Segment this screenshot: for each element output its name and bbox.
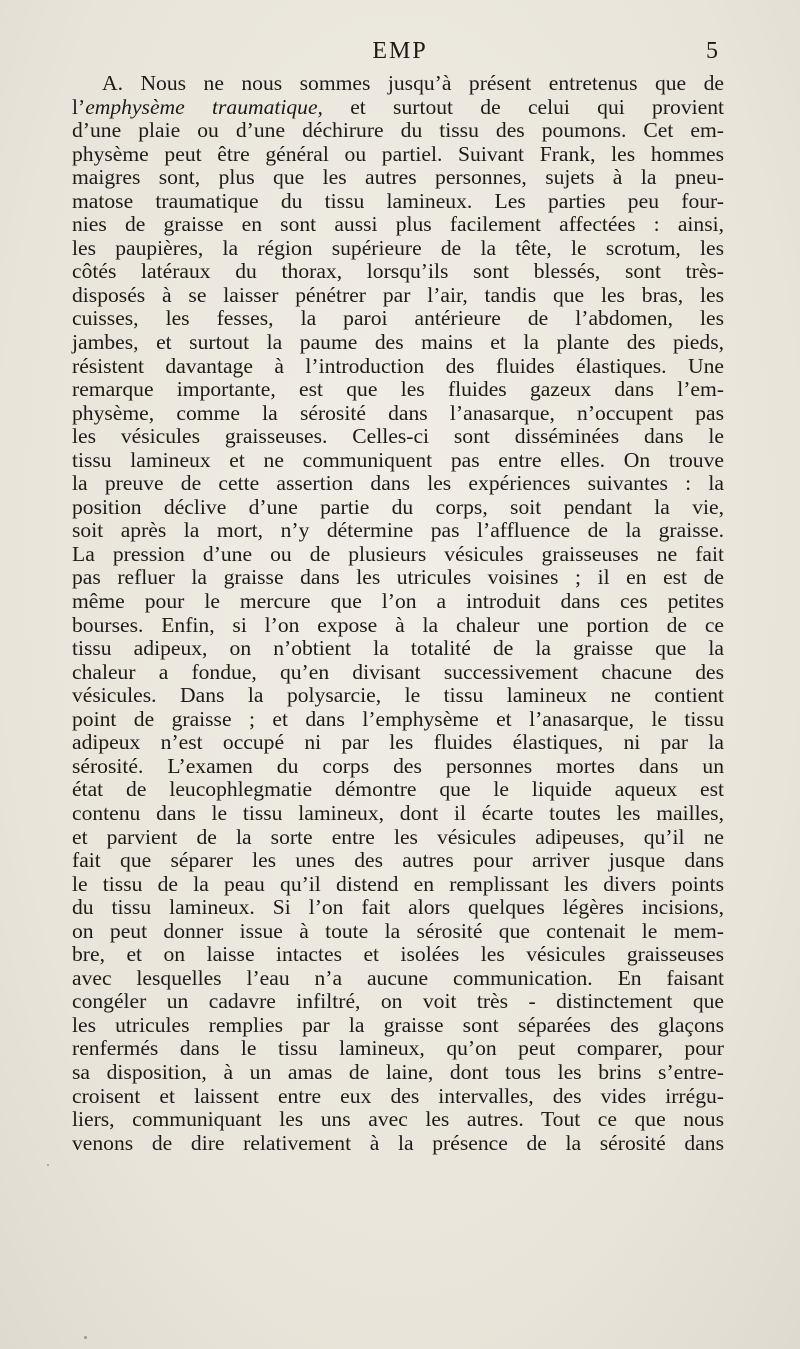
text-line bbox=[72, 590, 724, 614]
text-run: le tissu de la peau qu’il distend en remplissant les divers points bbox=[72, 871, 724, 896]
page-number: 5 bbox=[706, 38, 718, 64]
text-line bbox=[72, 331, 724, 355]
text-line bbox=[72, 260, 724, 284]
text-run: résistent davantage à l’introduction des fluides élastiques. Une bbox=[72, 353, 724, 378]
text-run: les utricules remplies par la graisse sont séparées des glaçons bbox=[72, 1012, 724, 1037]
text-run: nies de graisse en sont aussi plus facilement affectées : ainsi, bbox=[72, 212, 724, 237]
text-line bbox=[72, 355, 724, 379]
text-line bbox=[72, 873, 724, 897]
text-line bbox=[72, 614, 724, 638]
text-run: croisent et laissent entre eux des intervalles, des vides irrégu- bbox=[72, 1083, 724, 1108]
text-line bbox=[72, 1061, 724, 1085]
text-run: état de leucophlegmatie démontre que le liquide aqueux est bbox=[72, 777, 724, 802]
text-line bbox=[72, 402, 724, 426]
running-header bbox=[0, 38, 800, 68]
text-run: venons de dire relativement à la présence de la sérosité dans bbox=[72, 1130, 724, 1155]
text-line bbox=[72, 826, 724, 850]
running-head-title: EMP bbox=[372, 38, 428, 64]
text-line bbox=[72, 1132, 724, 1156]
text-line bbox=[72, 802, 724, 826]
text-line bbox=[72, 896, 724, 920]
text-run: d’une plaie ou d’une déchirure du tissu des poumons. Cet em- bbox=[72, 118, 724, 143]
text-run: bre, et on laisse intactes et isolées les vésicules graisseuses bbox=[72, 942, 724, 967]
text-run: les paupières, la région supérieure de la tête, le scrotum, les bbox=[72, 235, 724, 260]
text-run: disposés à se laisser pénétrer par l’air, tandis que les bras, les bbox=[72, 282, 724, 307]
text-line bbox=[72, 1014, 724, 1038]
text-line bbox=[72, 684, 724, 708]
text-run: adipeux n’est occupé ni par les fluides élastiques, ni par la bbox=[72, 730, 724, 755]
text-run: l’ bbox=[72, 94, 86, 119]
text-line bbox=[72, 496, 724, 520]
text-line bbox=[72, 920, 724, 944]
text-run: sérosité. L’examen du corps des personnes mortes dans un bbox=[72, 753, 724, 778]
text-line bbox=[72, 943, 724, 967]
text-line bbox=[72, 72, 724, 96]
text-run: du tissu lamineux. Si l’on fait alors quelques légères incisions, bbox=[72, 895, 724, 920]
text-line bbox=[72, 449, 724, 473]
text-line bbox=[72, 237, 724, 261]
text-line bbox=[72, 166, 724, 190]
text-line bbox=[72, 472, 724, 496]
text-run: jambes, et surtout la paume des mains et la plante des pieds, bbox=[72, 330, 724, 355]
text-line bbox=[72, 661, 724, 685]
text-line bbox=[72, 990, 724, 1014]
text-run: et surtout de celui qui provient bbox=[322, 94, 724, 119]
text-run: soit après la mort, n’y détermine pas l’affluence de la graisse. bbox=[72, 518, 724, 543]
text-run: les vésicules graisseuses. Celles-ci sont disséminées dans le bbox=[72, 424, 724, 449]
text-line bbox=[72, 1108, 724, 1132]
text-line bbox=[72, 708, 724, 732]
text-line bbox=[72, 425, 724, 449]
text-run: A. Nous ne nous sommes jusqu’à présent entretenus que de bbox=[102, 71, 724, 95]
text-run: tissu adipeux, on n’obtient la totalité de la graisse que la bbox=[72, 636, 724, 661]
text-run: liers, communiquant les uns avec les autres. Tout ce que nous bbox=[72, 1107, 724, 1132]
paper-speck bbox=[84, 1336, 87, 1339]
text-line bbox=[72, 213, 724, 237]
text-run: physème, comme la sérosité dans l’anasarque, n’occupent pas bbox=[72, 400, 724, 425]
italic-text: emphysème traumatique, bbox=[85, 94, 323, 119]
text-run: pas refluer la graisse dans les utricules voisines ; il en est de bbox=[72, 565, 724, 590]
text-run: renfermés dans le tissu lamineux, qu’on peut comparer, pour bbox=[72, 1036, 724, 1061]
text-run: tissu lamineux et ne communiquent pas entre elles. On trouve bbox=[72, 447, 724, 472]
text-run: la preuve de cette assertion dans les expériences suivantes : la bbox=[72, 471, 724, 496]
text-run: fait que séparer les unes des autres pour arriver jusque dans bbox=[72, 848, 724, 873]
text-line bbox=[72, 190, 724, 214]
text-run: matose traumatique du tissu lamineux. Les parties peu four- bbox=[72, 188, 724, 213]
text-line bbox=[72, 967, 724, 991]
text-line bbox=[72, 96, 724, 120]
text-run: congéler un cadavre infiltré, on voit très - distinctement que bbox=[72, 989, 724, 1014]
text-run: on peut donner issue à toute la sérosité que contenait le mem- bbox=[72, 918, 724, 943]
text-line bbox=[72, 543, 724, 567]
text-line bbox=[72, 1085, 724, 1109]
text-run: remarque importante, est que les fluides gazeux dans l’em- bbox=[72, 377, 724, 402]
text-line bbox=[72, 566, 724, 590]
text-line bbox=[72, 378, 724, 402]
text-line bbox=[72, 284, 724, 308]
text-line bbox=[72, 755, 724, 779]
text-run: chaleur a fondue, qu’en divisant successivement chacune des bbox=[72, 659, 724, 684]
text-run: position déclive d’une partie du corps, soit pendant la vie, bbox=[72, 494, 724, 519]
text-line bbox=[72, 307, 724, 331]
text-run: maigres sont, plus que les autres personnes, sujets à la pneu- bbox=[72, 165, 724, 190]
text-run: cuisses, les fesses, la paroi antérieure de l’abdomen, les bbox=[72, 306, 724, 331]
text-run: vésicules. Dans la polysarcie, le tissu lamineux ne contient bbox=[72, 683, 724, 708]
text-line bbox=[72, 519, 724, 543]
body-text bbox=[72, 72, 724, 1155]
text-line bbox=[72, 637, 724, 661]
text-line bbox=[72, 731, 724, 755]
text-run: La pression d’une ou de plusieurs vésicules graisseuses ne fait bbox=[72, 541, 724, 566]
text-run: point de graisse ; et dans l’emphysème et l’anasarque, le tissu bbox=[72, 706, 724, 731]
text-run: et parvient de la sorte entre les vésicules adipeuses, qu’il ne bbox=[72, 824, 724, 849]
text-run: contenu dans le tissu lamineux, dont il écarte toutes les mailles, bbox=[72, 800, 724, 825]
text-line bbox=[72, 778, 724, 802]
paper-speck bbox=[47, 1164, 49, 1166]
text-line bbox=[72, 119, 724, 143]
text-line bbox=[72, 1037, 724, 1061]
text-run: physème peut être général ou partiel. Suivant Frank, les hommes bbox=[72, 141, 724, 166]
text-run: avec lesquelles l’eau n’a aucune communication. En faisant bbox=[72, 965, 724, 990]
text-run: sa disposition, à un amas de laine, dont tous les brins s’entre- bbox=[72, 1059, 724, 1084]
text-run: même pour le mercure que l’on a introduit dans ces petites bbox=[72, 589, 724, 614]
text-run: côtés latéraux du thorax, lorsqu’ils sont blessés, sont très- bbox=[72, 259, 724, 284]
text-line bbox=[72, 849, 724, 873]
text-run: bourses. Enfin, si l’on expose à la chaleur une portion de ce bbox=[72, 612, 724, 637]
text-line bbox=[72, 143, 724, 167]
